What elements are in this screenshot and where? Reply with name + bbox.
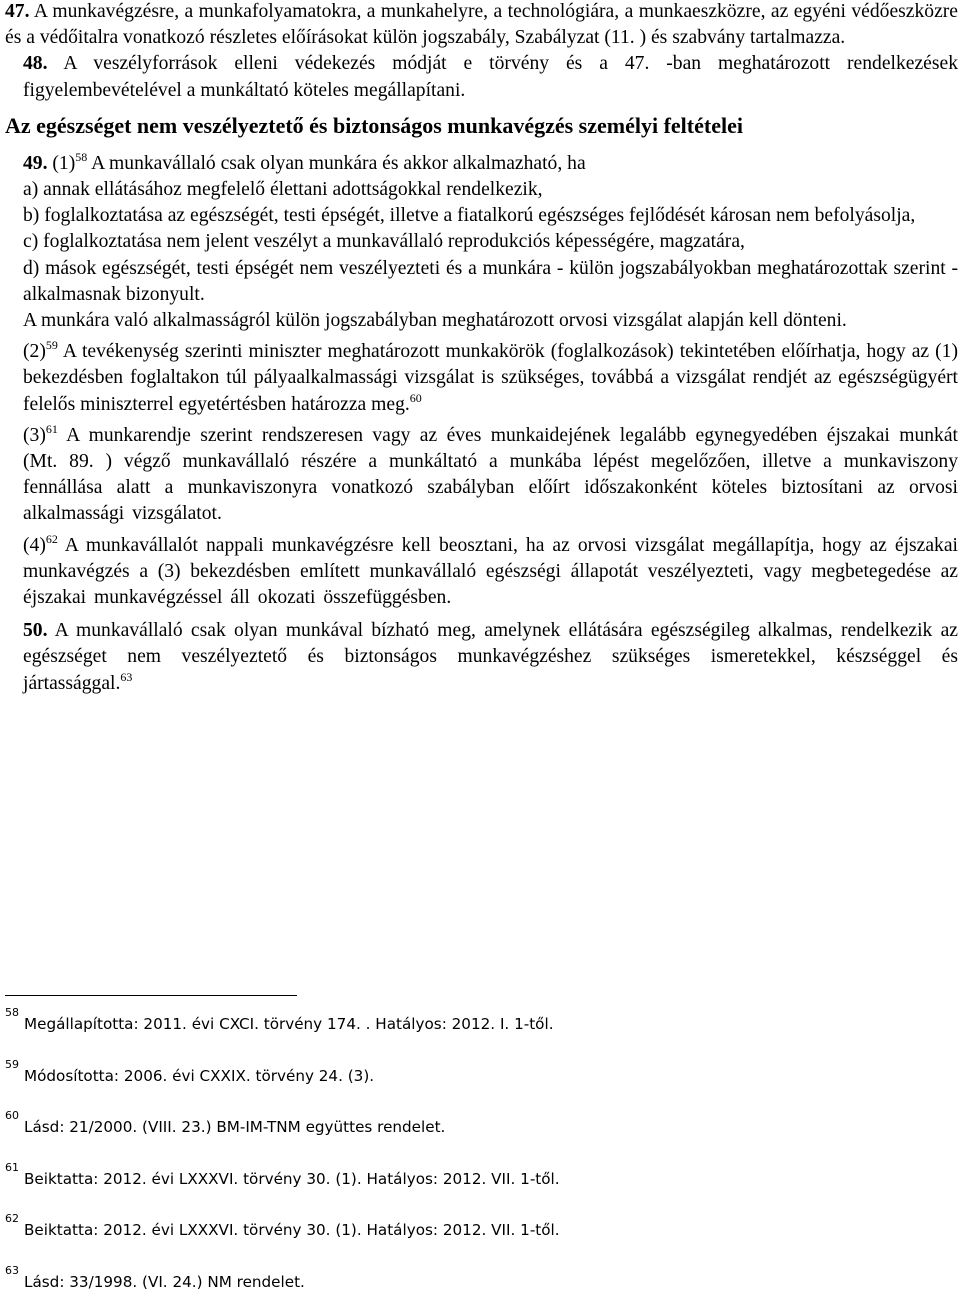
section-number: 48. (23, 53, 48, 74)
list-item-c: c) foglalkoztatása nem jelent veszélyt a munkavállaló reprodukciós képességére, magzatára, (5, 229, 958, 255)
section-49-3 (5, 423, 958, 528)
section-number: 50. (23, 620, 48, 641)
section-number: 47. (5, 1, 30, 22)
footnote-text: Lásd: 21/2000. (VIII. 23.) BM-IM-TNM együttes rendelet. (24, 1118, 445, 1136)
footnote-item (5, 1058, 905, 1110)
footnotes (5, 1006, 905, 1315)
footnote-ref[interactable]: 60 (410, 391, 422, 405)
list-item-d: d) mások egészségét, testi épségét nem veszélyezteti és a munkára - külön jogszabályokban meghatározottak szerint - alkalmasnak bizonyult. (5, 256, 958, 308)
footnote-item (5, 1264, 905, 1315)
footnote-item (5, 1212, 905, 1264)
footnote-number: 59 (5, 1058, 19, 1071)
footnote-text: Módosította: 2006. évi CXXIX. törvény 24. (3). (24, 1067, 374, 1085)
section-49-note: A munkára való alkalmasságról külön jogszabályban meghatározott orvosi vizsgálat alapján kell dönteni. (5, 308, 958, 334)
section-text: A veszélyforrások elleni védekezés módját e törvény és a 47. -ban meghatározott rendelkezések figyelembevételével a munkáltató köteles megállapítani. (23, 53, 958, 100)
footnote-ref[interactable]: 63 (120, 670, 132, 684)
footnote-number: 58 (5, 1006, 19, 1019)
footnote-text: Beiktatta: 2012. évi LXXXVI. törvény 30. (1). Hatályos: 2012. VII. 1-től. (24, 1221, 560, 1239)
section-49-2 (5, 339, 958, 418)
subsection-label: (2) (23, 341, 46, 362)
footnote-ref[interactable]: 58 (75, 150, 87, 164)
section-text: A tevékenység szerinti miniszter meghatározott munkakörök (foglalkozások) tekintetében előírhatja, hogy az (1) bekezdésben foglaltakon túl pályaalkalmassági vizsgálat is szükséges, továbbá a vizsgálat rendjét az egészségügyért felelős miniszterrel egyetértésben határozza meg. (23, 341, 958, 414)
section-text: A munkavállaló csak olyan munkára és akkor alkalmazható, ha (87, 153, 585, 174)
section-number: 49. (23, 153, 48, 174)
section-49-1 (5, 151, 958, 177)
section-text: A munkavállaló csak olyan munkával bízható meg, amelynek ellátására egészségileg alkalmas, rendelkezik az egészséget nem veszélyeztető és biztonságos munkavégzéshez szükséges ismeretekkel, készséggel és jártassággal. (23, 620, 958, 693)
footnote-item (5, 1006, 905, 1058)
footnote-number: 61 (5, 1161, 19, 1174)
list-item-a: a) annak ellátásához megfelelő élettani adottságokkal rendelkezik, (5, 177, 958, 203)
section-text: A munkavégzésre, a munkafolyamatokra, a munkahelyre, a technológiára, a munkaeszközre, az egyéni védőeszközre és a védőitalra vonatkozó részletes előírásokat külön jogszabály, Szabályzat (11. ) és szabvány tartalmazza. (5, 1, 958, 48)
section-49-4 (5, 533, 958, 612)
footnote-number: 63 (5, 1264, 19, 1277)
footnote-item (5, 1109, 905, 1161)
list-item-b: b) foglalkoztatása az egészségét, testi épségét, illetve a fiatalkorú egészséges fejlődését károsan nem befolyásolja, (5, 203, 958, 229)
footnote-number: 60 (5, 1109, 19, 1122)
subsection-label: (1) (48, 153, 76, 174)
section-text: A munkarendje szerint rendszeresen vagy az éves munkaidejének legalább egynegyedében éjszakai munkát (Mt. 89. ) végző munkavállaló részére a munkáltató a munkába lépést megelőzően, illetve a munkaviszony fennállása alatt a munkaviszonyra vonatkozó szabályban előírt időszakonként köteles biztosítani az orvosi alkalmassági vizsgálatot. (23, 425, 958, 525)
footnote-number: 62 (5, 1212, 19, 1225)
section-48 (5, 51, 958, 103)
footnote-text: Lásd: 33/1998. (VI. 24.) NM rendelet. (24, 1273, 305, 1291)
section-heading: Az egészséget nem veszélyeztető és biztonságos munkavégzés személyi feltételei (5, 112, 958, 140)
footnote-ref[interactable]: 62 (46, 532, 58, 546)
footnote-item (5, 1161, 905, 1213)
section-50 (5, 618, 958, 697)
subsection-label: (3) (23, 425, 46, 446)
subsection-label: (4) (23, 535, 46, 556)
footnote-separator (5, 995, 297, 996)
footnote-ref[interactable]: 61 (46, 422, 58, 436)
footnote-text: Megállapította: 2011. évi CXCI. törvény 174. . Hatályos: 2012. I. 1-től. (24, 1015, 554, 1033)
footnote-text: Beiktatta: 2012. évi LXXXVI. törvény 30. (1). Hatályos: 2012. VII. 1-től. (24, 1170, 560, 1188)
section-text: A munkavállalót nappali munkavégzésre kell beosztani, ha az orvosi vizsgálat megállapítja, hogy az éjszakai munkavégzés a (3) bekezdésben említett munkavállaló egészségi állapotát veszélyezteti, vagy megbetegedése az éjszakai munkavégzéssel áll okozati összefüggésben. (23, 535, 958, 608)
document-body (5, 0, 958, 697)
footnote-ref[interactable]: 59 (46, 338, 58, 352)
section-47 (5, 0, 958, 51)
